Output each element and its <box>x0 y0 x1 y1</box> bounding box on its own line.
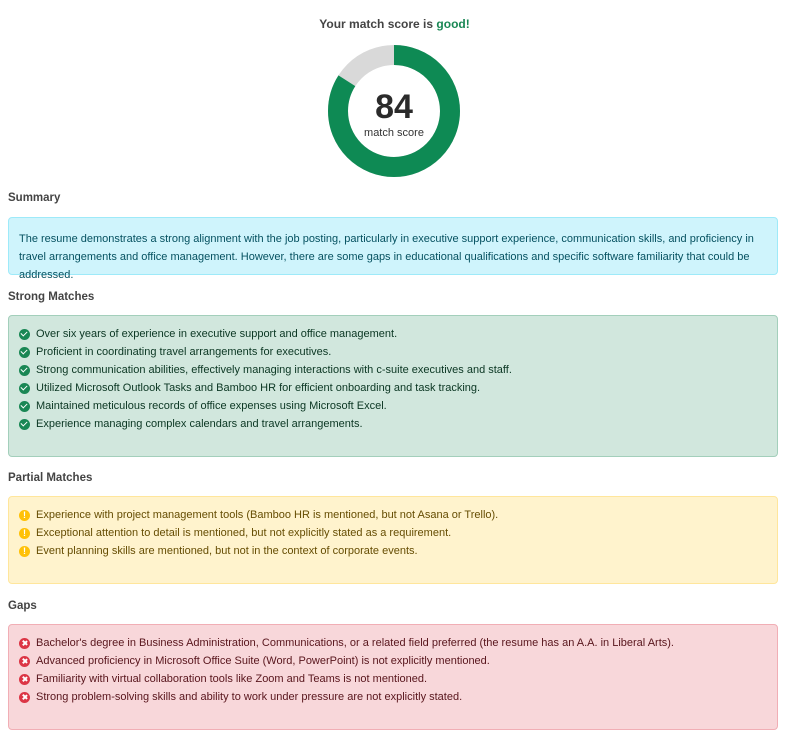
check-circle-icon <box>19 419 30 430</box>
match-score-prefix: Your match score is <box>319 17 434 31</box>
list-item-text: Familiarity with virtual collaboration tools like Zoom and Teams is not mentioned. <box>36 673 428 685</box>
summary-text: The resume demonstrates a strong alignment with the job posting, particularly in executive support experience, communication skills, and proficiency in travel arrangements and office management. However, there are some gaps in educational qualifications and specific software familiarity that could be addressed. <box>19 233 754 281</box>
list-item <box>19 634 777 652</box>
list-item <box>19 397 777 415</box>
score-value: 84 <box>375 88 413 126</box>
partial-matches-box <box>8 496 778 584</box>
score-label: match score <box>364 127 424 139</box>
summary-title: Summary <box>8 192 61 204</box>
list-item <box>19 361 777 379</box>
strong-matches-list <box>9 316 777 433</box>
check-circle-icon <box>19 329 30 340</box>
list-item <box>19 379 777 397</box>
x-circle-icon <box>19 656 30 667</box>
list-item-text: Maintained meticulous records of office expenses using Microsoft Excel. <box>36 400 387 412</box>
warning-circle-icon <box>19 528 30 539</box>
list-item <box>19 652 777 670</box>
strong-matches-box <box>8 315 778 457</box>
gaps-box <box>8 624 778 730</box>
list-item <box>19 325 777 343</box>
list-item-text: Strong problem-solving skills and ability to work under pressure are not explicitly stated. <box>36 691 463 703</box>
score-gauge <box>326 43 462 179</box>
list-item-text: Utilized Microsoft Outlook Tasks and Bamboo HR for efficient onboarding and task tracking. <box>36 382 481 394</box>
warning-circle-icon <box>19 546 30 557</box>
summary-box <box>8 217 778 281</box>
list-item <box>19 415 777 433</box>
check-circle-icon <box>19 347 30 358</box>
strong-matches-title: Strong Matches <box>8 291 95 303</box>
list-item <box>19 670 777 688</box>
warning-circle-icon <box>19 510 30 521</box>
x-circle-icon <box>19 692 30 703</box>
gaps-title: Gaps <box>8 600 37 612</box>
x-circle-icon <box>19 674 30 685</box>
list-item-text: Advanced proficiency in Microsoft Office Suite (Word, PowerPoint) is not explicitly mentioned. <box>36 655 490 667</box>
match-score-rating: good! <box>436 17 470 31</box>
list-item-text: Bachelor's degree in Business Administration, Communications, or a related field preferred (the resume has an A.A. in Liberal Arts). <box>36 637 674 649</box>
check-circle-icon <box>19 383 30 394</box>
check-circle-icon <box>19 365 30 376</box>
x-circle-icon <box>19 638 30 649</box>
list-item-text: Exceptional attention to detail is mentioned, but not explicitly stated as a requirement. <box>36 527 452 539</box>
list-item <box>19 542 777 560</box>
list-item-text: Experience with project management tools (Bamboo HR is mentioned, but not Asana or Trello). <box>36 509 499 521</box>
list-item-text: Strong communication abilities, effectively managing interactions with c-suite executives and staff. <box>36 364 512 376</box>
list-item <box>19 688 777 706</box>
list-item <box>19 506 777 524</box>
partial-matches-list <box>9 497 777 560</box>
check-circle-icon <box>19 401 30 412</box>
list-item-text: Event planning skills are mentioned, but not in the context of corporate events. <box>36 545 418 557</box>
partial-matches-title: Partial Matches <box>8 472 93 484</box>
list-item <box>19 524 777 542</box>
list-item-text: Experience managing complex calendars and travel arrangements. <box>36 418 363 430</box>
gaps-list <box>9 625 777 706</box>
match-score-heading <box>0 17 789 31</box>
list-item-text: Proficient in coordinating travel arrangements for executives. <box>36 346 332 358</box>
list-item <box>19 343 777 361</box>
list-item-text: Over six years of experience in executive support and office management. <box>36 328 398 340</box>
